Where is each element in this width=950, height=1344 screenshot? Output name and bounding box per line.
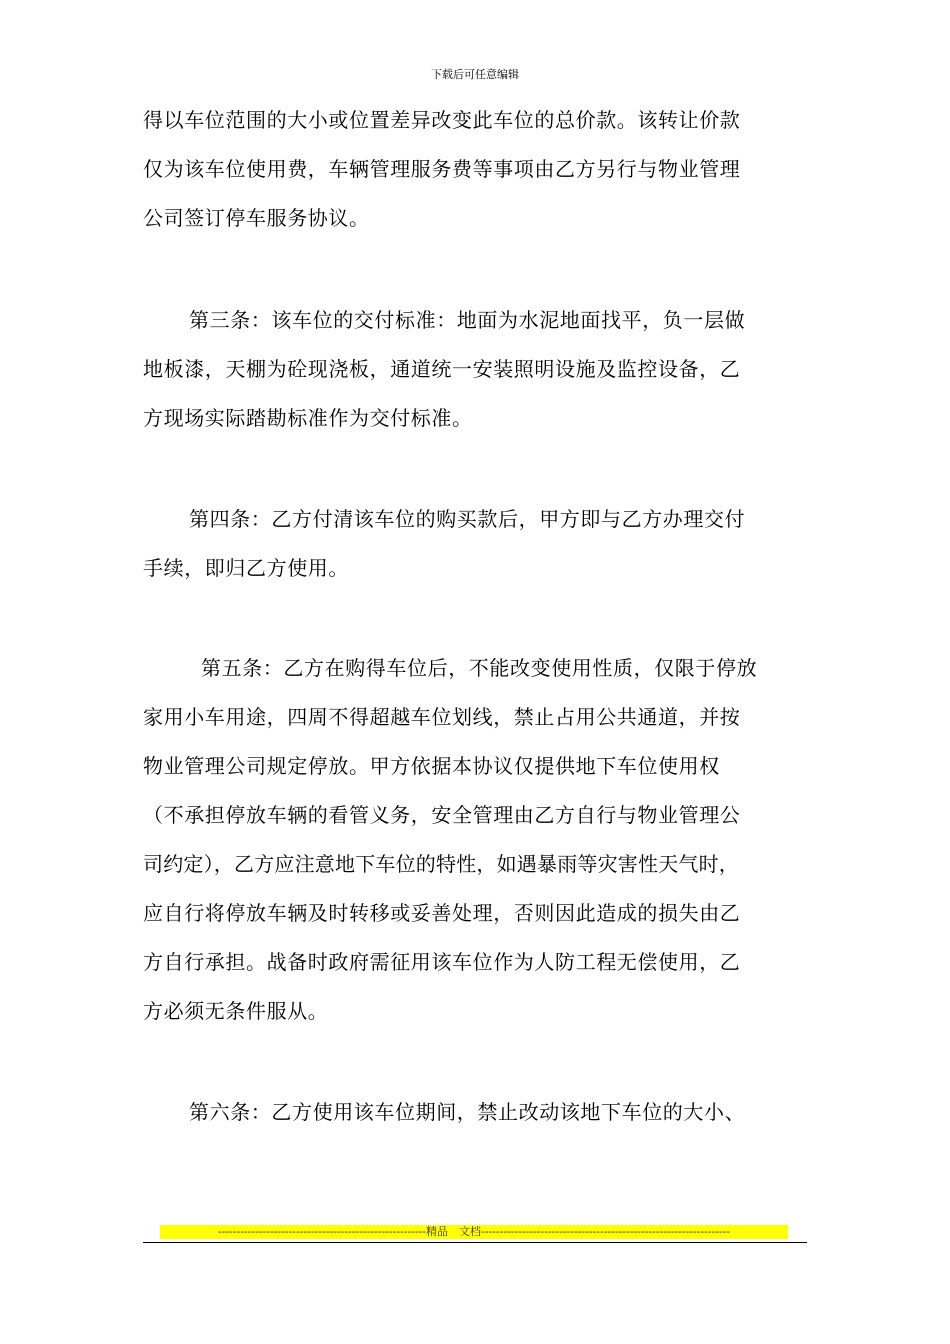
article-6-line-1: 第六条：乙方使用该车位期间，禁止改动该地下车位的大小、 xyxy=(189,1100,746,1124)
article-5-line-5: 司约定），乙方应注意地下车位的特性，如遇暴雨等灾害性天气时， xyxy=(143,852,739,876)
article-5-line-4: （不承担停放车辆的看管义务，安全管理由乙方自行与物业管理公 xyxy=(143,803,741,827)
article-4-line-1: 第四条：乙方付清该车位的购买款后，甲方即与乙方办理交付 xyxy=(189,507,746,531)
footer-highlight-band: --------------------------------------------------------精品 文档------------------------------------------------------------------- xyxy=(160,1225,788,1239)
paragraph-1-line-2: 仅为该车位使用费，车辆管理服务费等事项由乙方另行与物业管理 xyxy=(143,157,741,181)
paragraph-1-line-3: 公司签订停车服务协议。 xyxy=(143,206,370,230)
paragraph-1-line-1: 得以车位范围的大小或位置差异改变此车位的总价款。该转让价款 xyxy=(143,108,741,132)
article-5-line-7: 方自行承担。战备时政府需征用该车位作为人防工程无偿使用，乙 xyxy=(143,950,741,974)
article-5-line-2: 家用小车用途，四周不得超越车位划线，禁止占用公共通道，并按 xyxy=(143,705,741,729)
article-3-line-3: 方现场实际踏勘标准作为交付标准。 xyxy=(143,406,473,430)
article-3-line-2: 地板漆，天棚为砼现浇板，通道统一安装照明设施及监控设备，乙 xyxy=(143,357,741,381)
article-4-line-2: 手续，即归乙方使用。 xyxy=(143,556,349,580)
article-5-line-3: 物业管理公司规定停放。甲方依据本协议仅提供地下车位使用权 xyxy=(143,754,720,778)
footer-rule xyxy=(143,1242,807,1243)
article-5-line-8: 方必须无条件服从。 xyxy=(143,999,329,1023)
article-5-line-1: 第五条：乙方在购得车位后，不能改变使用性质，仅限于停放 xyxy=(201,656,758,680)
article-5-line-6: 应自行将停放车辆及时转移或妥善处理，否则因此造成的损失由乙 xyxy=(143,901,741,925)
header-note: 下载后可任意编辑 xyxy=(431,68,519,81)
article-3-line-1: 第三条：该车位的交付标准：地面为水泥地面找平，负一层做 xyxy=(189,308,746,332)
